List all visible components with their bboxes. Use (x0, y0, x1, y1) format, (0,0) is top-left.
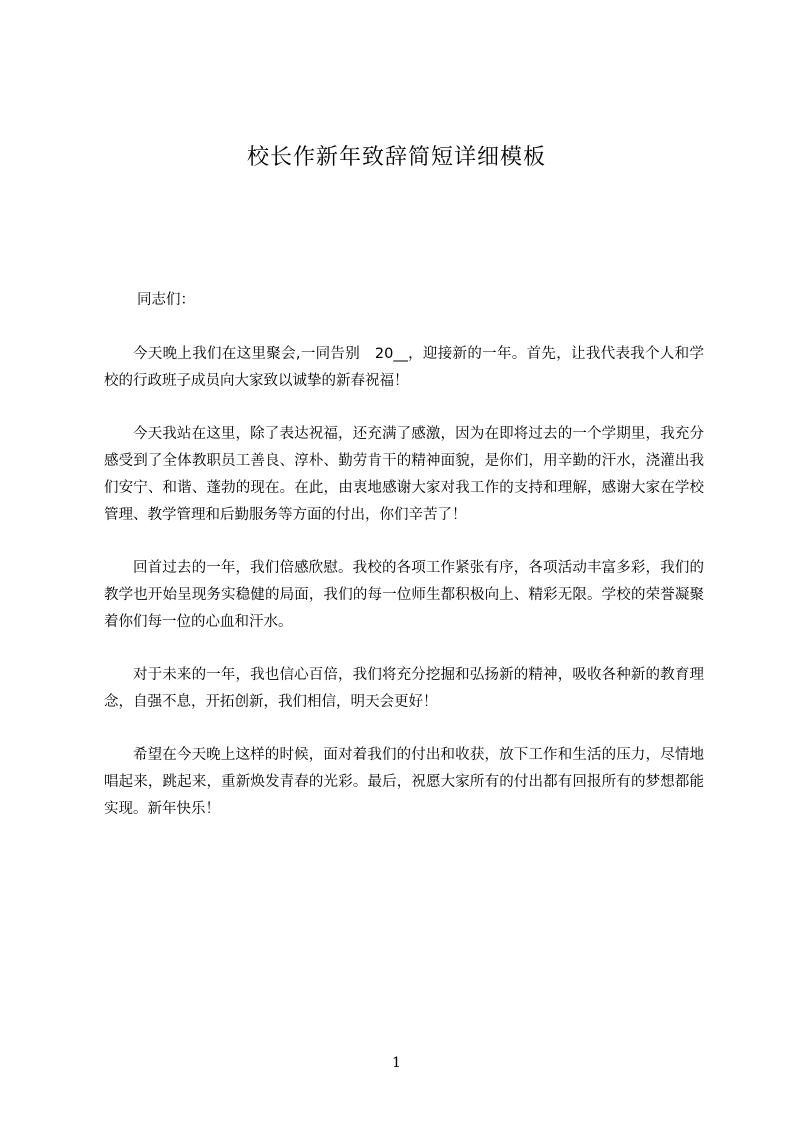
paragraph-2: 今天我站在这里，除了表达祝福，还充满了感激，因为在即将过去的一个学期里，我充分感受到了全体教职员工善良、淳朴、勤劳肯干的精神面貌，是你们，用辛勤的汗水，浇灌出我们安宁、和谐、蓬勃的现在。在此，由衷地感谢大家对我工作的支持和理解，感谢大家在学校管理、教学管理和后勤服务等方面的付出，你们辛苦了！ (104, 426, 704, 523)
greeting: 同志们： (137, 292, 195, 308)
page-number: 1 (392, 1055, 401, 1071)
paragraph-1: 今天晚上我们在这里聚会,一同告别 20__，迎接新的一年。首先，让我代表我个人和学校的行政班子成员向大家致以诚挚的新春祝福！ (104, 346, 704, 389)
paragraph-5: 希望在今天晚上这样的时候，面对着我们的付出和收获，放下工作和生活的压力，尽情地唱起来，跳起来，重新焕发青春的光彩。最后，祝愿大家所有的付出都有回报所有的梦想都能实现。新年快乐！ (104, 747, 704, 817)
document-title: 校长作新年致辞简短详细模板 (246, 145, 546, 170)
paragraph-4: 对于未来的一年，我也信心百倍，我们将充分挖掘和弘扬新的精神，吸收各种新的教育理念，自强不息，开拓创新，我们相信，明天会更好！ (104, 667, 704, 710)
paragraph-3: 回首过去的一年，我们倍感欣慰。我校的各项工作紧张有序，各项活动丰富多彩，我们的教学也开始呈现务实稳健的局面，我们的每一位师生都积极向上、精彩无限。学校的荣誉凝聚着你们每一位的心血和汗水。 (104, 560, 704, 630)
